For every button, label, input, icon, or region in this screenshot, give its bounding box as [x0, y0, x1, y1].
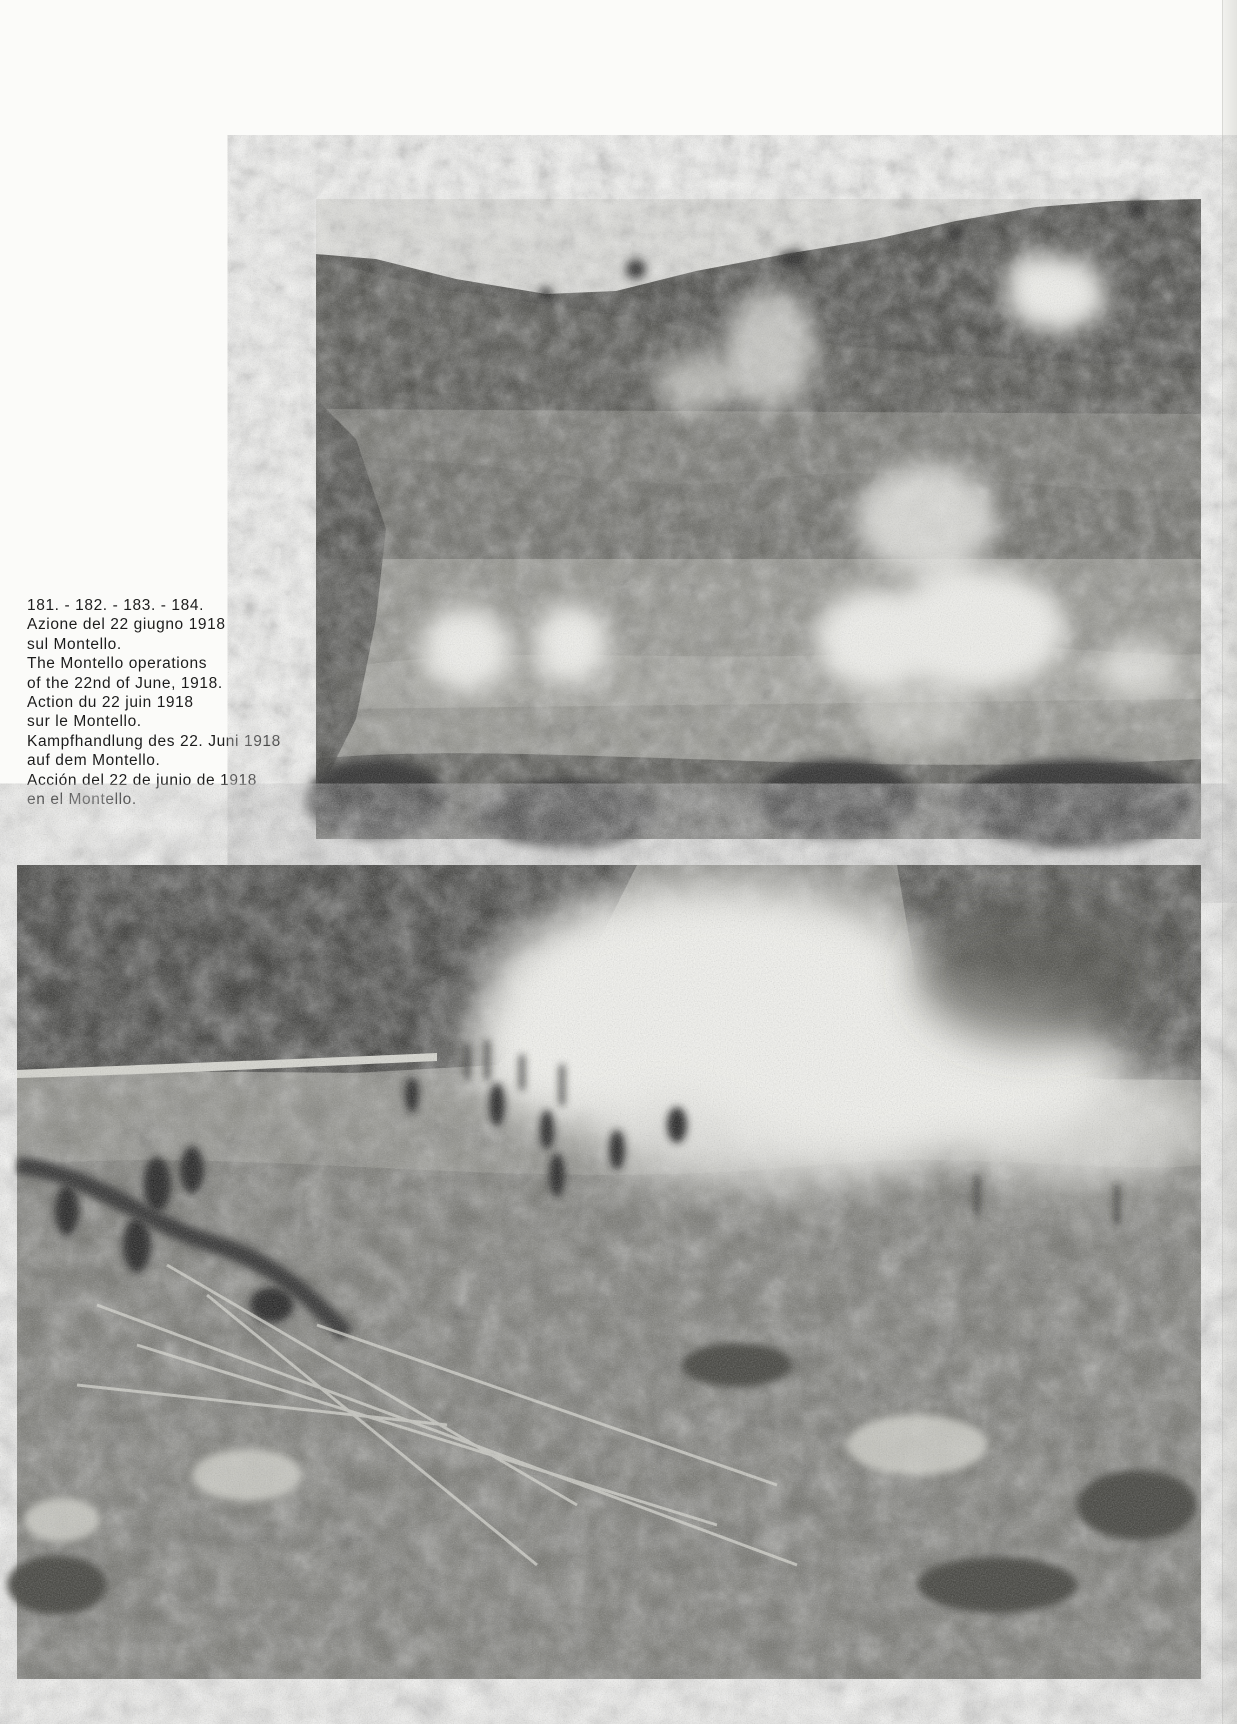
caption-line-english-1: The Montello operations [27, 655, 208, 673]
caption-line-spanish-1: Acción del 22 de junio de 1918 [27, 771, 257, 789]
caption-line-english-2: of the 22nd of June, 1918. [27, 674, 223, 692]
caption-line-french-2: sur le Montello. [27, 713, 142, 731]
battlefield-photo-top [316, 199, 1201, 839]
caption-line-german-1: Kampfhandlung des 22. Juni 1918 [27, 732, 281, 750]
caption-line-italian-2: sul Montello. [27, 635, 122, 653]
page-edge [1222, 0, 1237, 1724]
caption-line-italian-1: Azione del 22 giugno 1918 [27, 616, 226, 634]
battlefield-photo-bottom [17, 865, 1201, 1679]
caption-line-german-2: auf dem Montello. [27, 752, 161, 770]
battlefield-photo-top-image [316, 199, 1201, 839]
photo-caption [27, 596, 297, 809]
caption-line-french-1: Action du 22 juin 1918 [27, 694, 194, 712]
caption-plate-numbers: 181. - 182. - 183. - 184. [27, 597, 204, 614]
caption-line-spanish-2: en el Montello. [27, 791, 137, 809]
battlefield-photo-bottom-image [17, 865, 1201, 1679]
